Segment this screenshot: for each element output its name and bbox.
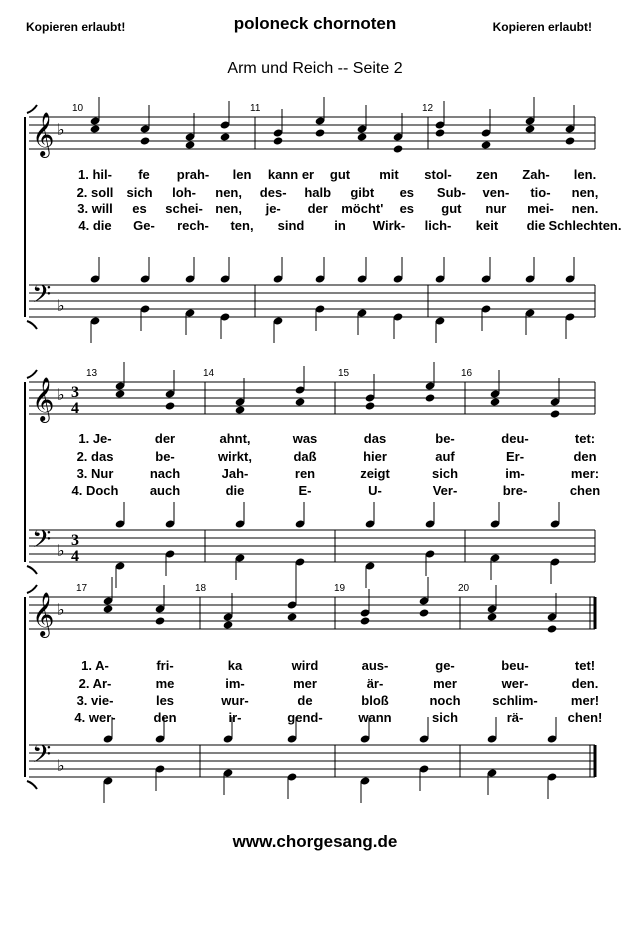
time-signature-top: 3: [71, 384, 79, 401]
measure-number: 11: [250, 103, 261, 114]
alto-note: [547, 624, 558, 633]
bracket-hook: [27, 370, 37, 378]
lyric-syllable: 4. wer-: [74, 710, 116, 725]
lyric-syllable: wur-: [221, 693, 249, 708]
alto-note: [273, 136, 284, 145]
flat-key-signature-icon: ♭: [57, 602, 65, 619]
lyric-syllable: ge-: [435, 658, 455, 673]
lyric-syllable: les: [155, 693, 175, 708]
measure-number: 13: [86, 368, 98, 379]
lyric-syllable: den.: [571, 676, 599, 691]
lyric-syllable: tio-: [530, 185, 551, 200]
lyric-syllable: tet!: [574, 658, 596, 673]
lyric-syllable: loh-: [172, 185, 196, 200]
lyric-syllable: mit: [379, 167, 399, 182]
alto-note: [235, 405, 246, 414]
time-signature-top: 3: [71, 532, 79, 549]
lyric-syllable: nen,: [215, 201, 242, 216]
flat-key-signature-icon: ♭: [57, 387, 65, 404]
bracket-hook: [27, 781, 37, 789]
alto-note: [220, 132, 231, 141]
lyric-syllable: fe: [138, 167, 150, 182]
measure-number: 19: [334, 583, 346, 594]
time-signature-bottom: 4: [71, 400, 79, 417]
alto-note: [165, 401, 176, 410]
lyric-syllable: noch: [429, 693, 461, 708]
lyric-syllable: auch: [149, 483, 181, 498]
lyric-syllable: Ver-: [432, 483, 458, 498]
lyric-syllable: rech-: [177, 218, 209, 233]
alto-note: [487, 612, 498, 621]
alto-note: [155, 616, 166, 625]
lyric-syllable: 3. vie-: [76, 693, 114, 708]
lyric-syllable: 1. Je-: [78, 431, 112, 446]
lyric-syllable: prah-: [176, 167, 210, 182]
alto-note: [360, 616, 371, 625]
lyric-syllable: aus-: [361, 658, 389, 673]
alto-note: [393, 144, 404, 153]
lyric-syllable: nur: [485, 201, 507, 216]
lyric-syllable: len.: [573, 167, 597, 182]
lyric-syllable: den: [573, 449, 597, 464]
lyric-syllable: är-: [366, 676, 384, 691]
measure-number: 17: [76, 583, 88, 594]
lyric-syllable: mei-: [527, 201, 554, 216]
alto-note: [295, 397, 306, 406]
treble-clef-icon: 𝄞: [32, 379, 55, 421]
lyric-syllable: be-: [435, 431, 455, 446]
alto-note: [525, 124, 536, 133]
lyric-syllable: zeigt: [360, 466, 390, 481]
measure-number: 12: [422, 103, 434, 114]
lyric-syllable: mer: [433, 676, 457, 691]
lyric-syllable: wird: [291, 658, 319, 673]
lyric-syllable: Ge-: [133, 218, 155, 233]
lyric-syllable: mer: [293, 676, 317, 691]
lyric-syllable: der: [154, 431, 176, 446]
lyric-syllable: Schlechten.: [548, 218, 622, 233]
lyric-syllable: ir-: [228, 710, 242, 725]
lyric-syllable: das: [363, 431, 387, 446]
lyric-syllable: gend-: [287, 710, 323, 725]
bass-clef-icon: 𝄢: [32, 526, 52, 559]
measure-number: 18: [195, 583, 207, 594]
lyric-syllable: im-: [505, 466, 525, 481]
lyric-syllable: 1. A-: [81, 658, 109, 673]
lyric-syllable: was: [292, 431, 318, 446]
page-subtitle: Arm und Reich -- Seite 2: [227, 60, 403, 77]
bracket-hook: [27, 585, 37, 593]
lyric-syllable: keit: [475, 218, 499, 233]
flat-key-signature-icon: ♭: [57, 122, 65, 139]
alto-note: [435, 128, 446, 137]
measure-number: 20: [458, 583, 470, 594]
lyric-syllable: schei-: [165, 201, 203, 216]
lyric-syllable: wer-: [501, 676, 529, 691]
lyric-syllable: 4. Doch: [71, 483, 119, 498]
lyric-syllable: stol-: [424, 167, 452, 182]
lyric-syllable: chen: [569, 483, 601, 498]
lyric-syllable: Wirk-: [372, 218, 406, 233]
lyric-syllable: U-: [368, 483, 382, 498]
alto-note: [357, 132, 368, 141]
lyric-syllable: Jah-: [221, 466, 249, 481]
bracket-hook: [27, 105, 37, 113]
measure-number: 14: [203, 368, 215, 379]
lyric-syllable: de: [297, 693, 313, 708]
lyric-syllable: gibt: [350, 185, 375, 200]
lyric-syllable: gut: [441, 201, 462, 216]
header-right: Kopieren erlaubt!: [492, 20, 592, 34]
lyric-syllable: 2. das: [76, 449, 114, 464]
alto-note: [90, 124, 101, 133]
lyric-syllable: schlim-: [492, 693, 538, 708]
treble-clef-icon: 𝄞: [32, 594, 55, 636]
bracket-hook: [27, 566, 37, 574]
alto-note: [490, 397, 501, 406]
lyric-syllable: je-: [265, 201, 281, 216]
lyric-syllable: es: [132, 201, 147, 216]
alto-note: [223, 620, 234, 629]
lyric-syllable: gut: [329, 167, 351, 182]
lyric-syllable: 3. Nur: [76, 466, 114, 481]
lyric-syllable: nen,: [571, 185, 599, 200]
footer-url: www.chorgesang.de: [232, 832, 398, 851]
time-signature-bottom: 4: [71, 548, 79, 565]
lyric-syllable: Sub-: [436, 185, 466, 200]
lyric-syllable: ten,: [230, 218, 254, 233]
lyric-syllable: im-: [225, 676, 245, 691]
measure-number: 16: [461, 368, 473, 379]
lyric-syllable: es: [399, 185, 415, 200]
lyric-syllable: sich: [126, 185, 153, 200]
alto-note: [185, 140, 196, 149]
lyric-syllable: des-: [259, 185, 287, 200]
lyric-syllable: zen: [476, 167, 498, 182]
lyric-syllable: E-: [298, 483, 312, 498]
lyric-syllable: die: [225, 483, 245, 498]
alto-note: [481, 140, 492, 149]
lyric-syllable: Zah-: [522, 167, 550, 182]
bracket-hook: [27, 321, 37, 329]
lyric-syllable: Er-: [505, 449, 525, 464]
lyric-syllable: es: [399, 201, 415, 216]
lyric-syllable: len: [232, 167, 252, 182]
header-title: poloneck chornoten: [233, 14, 397, 33]
lyric-syllable: be-: [155, 449, 175, 464]
lyric-syllable: 2. soll: [76, 185, 114, 200]
lyric-syllable: nen.: [571, 201, 599, 216]
measure-number: 15: [338, 368, 350, 379]
lyric-syllable: mer!: [570, 693, 600, 708]
flat-key-signature-icon: ♭: [57, 543, 65, 560]
lyric-syllable: auf: [435, 449, 455, 464]
lyric-syllable: rä-: [506, 710, 524, 725]
lyric-syllable: lich-: [424, 218, 452, 233]
lyric-syllable: beu-: [501, 658, 529, 673]
lyric-syllable: 3. will: [77, 201, 113, 216]
treble-clef-icon: 𝄞: [32, 114, 55, 156]
flat-key-signature-icon: ♭: [57, 298, 65, 315]
alto-note: [565, 136, 576, 145]
lyric-syllable: wann: [358, 710, 392, 725]
bass-clef-icon: 𝄢: [32, 741, 52, 774]
lyric-syllable: sind: [277, 218, 305, 233]
lyric-syllable: daß: [293, 449, 317, 464]
bass-clef-icon: 𝄢: [32, 281, 52, 314]
lyric-syllable: kann er: [267, 167, 315, 182]
flat-key-signature-icon: ♭: [57, 758, 65, 775]
lyric-syllable: mer:: [570, 466, 600, 481]
lyric-syllable: sich: [431, 710, 459, 725]
lyric-syllable: deu-: [501, 431, 529, 446]
lyric-syllable: tet:: [574, 431, 596, 446]
lyric-syllable: halb: [304, 185, 332, 200]
lyric-syllable: ven-: [482, 185, 510, 200]
measure-number: 10: [72, 103, 84, 114]
alto-note: [425, 393, 436, 402]
lyric-syllable: hier: [363, 449, 387, 464]
lyric-syllable: 4. die: [78, 218, 112, 233]
alto-note: [287, 612, 298, 621]
alto-note: [140, 136, 151, 145]
lyric-syllable: nach: [149, 466, 181, 481]
lyric-syllable: 2. Ar-: [78, 676, 112, 691]
alto-note: [550, 409, 561, 418]
lyric-syllable: 1. hil-: [78, 167, 112, 182]
lyric-syllable: me: [155, 676, 175, 691]
lyric-syllable: ka: [227, 658, 243, 673]
lyric-syllable: die: [526, 218, 546, 233]
lyric-syllable: den: [153, 710, 177, 725]
lyric-syllable: wirkt,: [218, 449, 252, 464]
lyric-syllable: nen,: [215, 185, 242, 200]
lyric-syllable: in: [334, 218, 346, 233]
lyric-syllable: sich: [431, 466, 459, 481]
lyric-syllable: chen!: [567, 710, 603, 725]
alto-note: [115, 389, 126, 398]
lyric-syllable: bre-: [502, 483, 528, 498]
alto-note: [419, 608, 430, 617]
lyric-syllable: der: [307, 201, 328, 216]
lyric-syllable: ren: [294, 466, 316, 481]
lyric-syllable: möcht': [341, 201, 384, 216]
lyric-syllable: bloß: [361, 693, 389, 708]
alto-note: [315, 128, 326, 137]
alto-note: [103, 604, 114, 613]
alto-note: [365, 401, 376, 410]
lyric-syllable: ahnt,: [219, 431, 251, 446]
lyric-syllable: fri-: [156, 658, 174, 673]
header-left: Kopieren erlaubt!: [26, 20, 126, 34]
